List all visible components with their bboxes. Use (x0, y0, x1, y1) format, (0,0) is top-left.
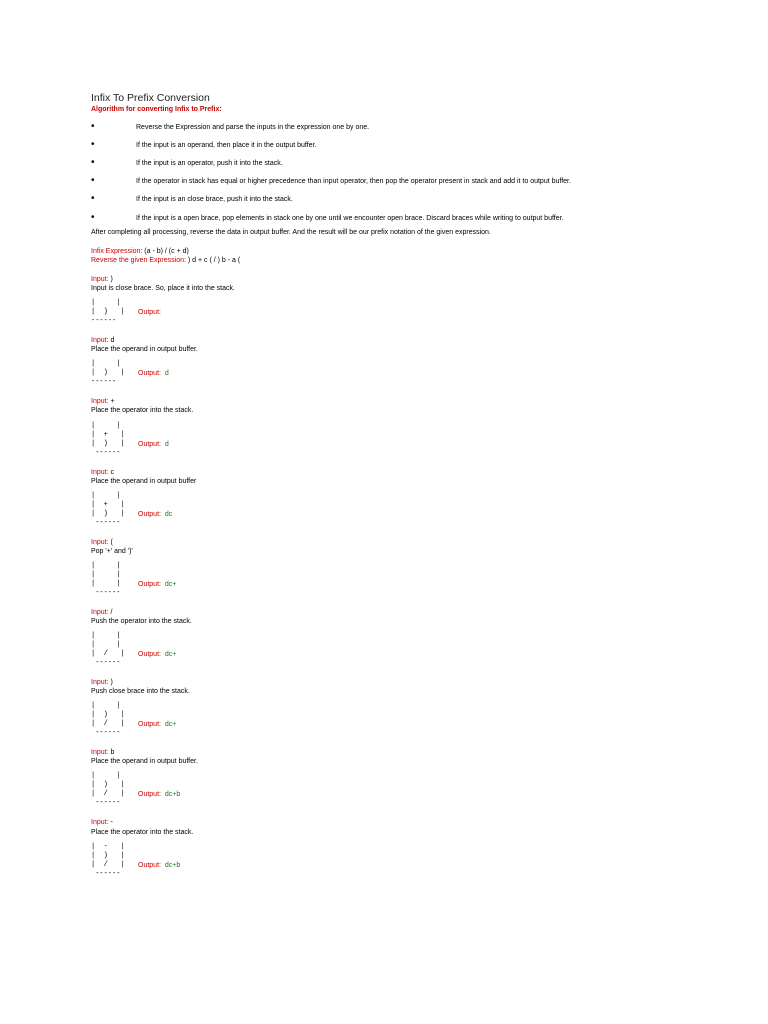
step-block (91, 275, 731, 326)
output-label: Output: (138, 861, 161, 869)
input-value: d (108, 337, 115, 345)
stack-diagram (91, 492, 731, 528)
algorithm-heading: Algorithm for converting Infix to Prefix: (91, 106, 222, 113)
stack-cell: | + | (91, 430, 125, 439)
output-value: dc+ (164, 651, 177, 659)
stack-bottom: ------ (91, 448, 121, 457)
stack-diagram (91, 843, 731, 879)
algorithm-item (91, 159, 731, 168)
stack-cell: | | (91, 579, 121, 588)
input-line (91, 538, 731, 547)
stack-cell: | | (91, 772, 121, 781)
stack-cell: | / | (91, 650, 125, 659)
stack-row (91, 562, 731, 571)
stack-diagram (91, 632, 731, 668)
input-value: c (108, 468, 114, 476)
output-value: dc+b (164, 861, 181, 869)
stack-cell: | | (91, 632, 121, 641)
step-description: Place the operand in output buffer. (91, 346, 198, 354)
stack-cell: | | (91, 702, 121, 711)
input-value: ) (108, 275, 113, 283)
step-block (91, 468, 731, 528)
stack-row (91, 308, 731, 317)
input-label: Input: (91, 275, 109, 283)
bullet-dot: • (91, 193, 95, 205)
stack-row (91, 852, 731, 861)
stack-row (91, 580, 731, 589)
stack-row (91, 440, 731, 449)
step-block (91, 538, 731, 598)
stack-bottom: ------ (91, 659, 121, 668)
output-buffer (138, 720, 176, 729)
output-label: Output: (138, 510, 161, 518)
reverse-expression-line (91, 256, 731, 265)
algorithm-item (91, 195, 731, 204)
stack-cell: | ) | (91, 851, 125, 860)
algorithm-item-text: If the operator in stack has equal or higher precedence than input operator, then pop the operator present in stack and add it to output buffer. (136, 178, 571, 186)
input-line (91, 468, 731, 477)
stack-row (91, 501, 731, 510)
input-value: b (108, 749, 115, 757)
stack-cell: | | (91, 360, 121, 369)
stack-diagram (91, 562, 731, 598)
stack-bottom: ------ (91, 869, 121, 878)
output-label: Output: (138, 721, 161, 729)
step-description: Place the operator into the stack. (91, 828, 194, 836)
output-buffer (138, 580, 176, 589)
stack-row (91, 843, 731, 852)
stack-cell: | ) | (91, 781, 125, 790)
step-block (91, 748, 731, 808)
step-description: Place the operand in output buffer. (91, 758, 198, 766)
stack-row (91, 632, 731, 641)
bullet-dot: • (91, 175, 95, 187)
output-label: Output: (138, 651, 161, 659)
document (91, 92, 731, 879)
reverse-value: ) d + c ( / ) b - a ( (185, 256, 241, 264)
algorithm-item (91, 141, 731, 150)
algorithm-item-text: If the input is a open brace, pop elements in stack one by one until we encounter open brace. Discard braces while writing to output buffer. (136, 214, 564, 222)
stack-row (91, 492, 731, 501)
stack-diagram (91, 299, 731, 326)
input-label: Input: (91, 608, 109, 616)
stack-cell: | / | (91, 790, 125, 799)
stack-cell: | | (91, 491, 121, 500)
stack-bottom: ------ (91, 378, 117, 387)
input-line (91, 608, 731, 617)
stack-row (91, 711, 731, 720)
page-title: Infix To Prefix Conversion (91, 92, 210, 104)
stack-cell: | ) | (91, 509, 125, 518)
step-description: Push the operator into the stack. (91, 617, 192, 625)
output-buffer (138, 440, 169, 449)
input-line (91, 336, 731, 345)
output-label: Output: (138, 580, 161, 588)
algorithm-item (91, 177, 731, 186)
stack-diagram (91, 702, 731, 738)
input-label: Input: (91, 538, 109, 546)
output-buffer (138, 790, 180, 799)
stack-diagram (91, 772, 731, 808)
input-label: Input: (91, 749, 109, 757)
stack-row (91, 720, 731, 729)
stack-cell: | / | (91, 860, 125, 869)
output-buffer (138, 510, 172, 519)
output-buffer (138, 650, 176, 659)
algorithm-list (91, 123, 731, 223)
output-value: dc+ (164, 721, 177, 729)
step-description: Push close brace into the stack. (91, 688, 190, 696)
step-description: Place the operator into the stack. (91, 407, 194, 415)
stack-cell: | | (91, 570, 121, 579)
output-value: d (164, 370, 169, 378)
step-block (91, 678, 731, 738)
stack-row (91, 702, 731, 711)
stack-row (91, 781, 731, 790)
stack-cell: | | (91, 299, 121, 308)
algorithm-item (91, 211, 731, 223)
conversion-steps (91, 275, 731, 879)
stack-bottom: ------ (91, 518, 121, 527)
input-label: Input: (91, 398, 109, 406)
stack-bottom: ------ (91, 799, 121, 808)
algorithm-item (91, 123, 731, 132)
step-description: Place the operand in output buffer (91, 477, 197, 485)
stack-cell: | ) | (91, 308, 125, 317)
stack-cell: | - | (91, 842, 125, 851)
input-value: ) (108, 679, 113, 687)
step-block (91, 818, 731, 878)
algorithm-item-text: Reverse the Expression and parse the inputs in the expression one by one. (136, 124, 370, 132)
stack-row (91, 571, 731, 580)
stack-row (91, 650, 731, 659)
stack-row (91, 772, 731, 781)
input-line (91, 678, 731, 687)
input-value: / (108, 608, 113, 616)
output-value: dc+b (164, 791, 181, 799)
input-label: Input: (91, 679, 109, 687)
output-buffer (138, 369, 169, 378)
output-buffer (138, 308, 165, 317)
bullet-dot: • (91, 157, 95, 169)
stack-row (91, 299, 731, 308)
input-label: Input: (91, 468, 109, 476)
stack-row (91, 510, 731, 519)
stack-diagram (91, 360, 731, 387)
step-description: Pop '+' and ')' (91, 547, 133, 555)
stack-diagram (91, 422, 731, 458)
stack-cell: | | (91, 561, 121, 570)
stack-row (91, 641, 731, 650)
output-label: Output: (138, 791, 161, 799)
step-block (91, 608, 731, 668)
infix-value: (a - b) / (c + d) (142, 247, 189, 255)
output-buffer (138, 861, 180, 870)
stack-cell: | + | (91, 500, 125, 509)
output-value: dc+ (164, 580, 177, 588)
step-block (91, 397, 731, 457)
stack-cell: | ) | (91, 711, 125, 720)
stack-cell: | | (91, 641, 121, 650)
input-line (91, 818, 731, 827)
stack-row (91, 369, 731, 378)
output-value: dc (164, 510, 173, 518)
step-block (91, 336, 731, 387)
output-value: d (164, 440, 169, 448)
bullet-dot: • (91, 139, 95, 151)
stack-cell: | ) | (91, 439, 125, 448)
stack-row (91, 790, 731, 799)
output-label: Output: (138, 309, 161, 317)
input-label: Input: (91, 337, 109, 345)
stack-cell: | / | (91, 720, 125, 729)
input-line (91, 275, 731, 284)
output-label: Output: (138, 440, 161, 448)
infix-label: Infix Expression: (91, 247, 143, 255)
input-line (91, 748, 731, 757)
input-label: Input: (91, 819, 109, 827)
input-line (91, 397, 731, 406)
output-label: Output: (138, 370, 161, 378)
stack-cell: | ) | (91, 369, 125, 378)
stack-bottom: ------ (91, 729, 121, 738)
stack-bottom: ------ (91, 317, 117, 326)
input-value: - (108, 819, 113, 827)
stack-row (91, 422, 731, 431)
stack-row (91, 431, 731, 440)
algorithm-item-text: If the input is an operand, then place it in the output buffer. (136, 142, 317, 150)
bullet-dot: • (91, 211, 95, 223)
after-processing-note: After completing all processing, reverse the data in output buffer. And the result will be our prefix notation of the given expression. (91, 228, 491, 236)
infix-expression-line (91, 247, 731, 256)
reverse-label: Reverse the given Expression: (91, 256, 186, 264)
input-value: + (108, 398, 115, 406)
input-value: ( (108, 538, 113, 546)
algorithm-item-text: If the input is an close brace, push it into the stack. (136, 196, 293, 204)
algorithm-item-text: If the input is an operator, push it into the stack. (136, 160, 283, 168)
step-description: Input is close brace. So, place it into the stack. (91, 285, 235, 293)
stack-bottom: ------ (91, 588, 121, 597)
stack-row (91, 360, 731, 369)
stack-cell: | | (91, 421, 121, 430)
bullet-dot: • (91, 121, 95, 133)
stack-row (91, 861, 731, 870)
